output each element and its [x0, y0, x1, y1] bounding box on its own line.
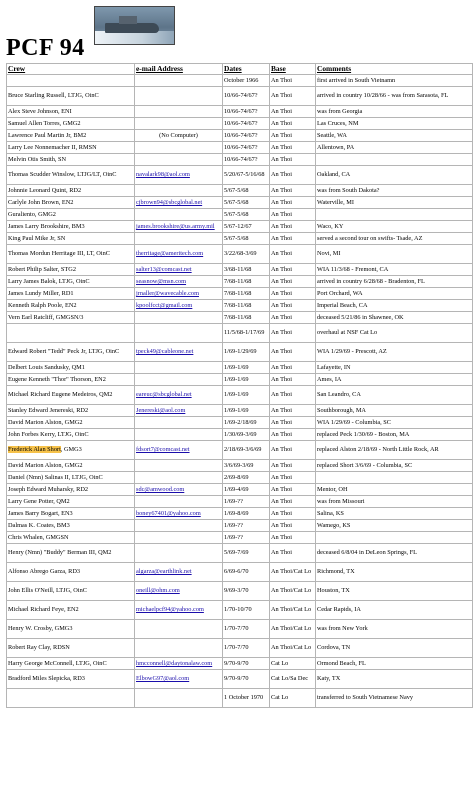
table-row: [7, 343, 473, 362]
email-cell[interactable]: oneill@ohm.com: [135, 582, 223, 601]
comments-cell: arrived in country 10/28/66 - was from Sarasota, FL: [316, 87, 473, 106]
email-cell[interactable]: michaelpcf94@yahoo.com: [135, 601, 223, 620]
table-row: [7, 658, 473, 670]
table-row: [7, 233, 473, 245]
dates-cell: 1/69-??: [223, 496, 270, 508]
base-cell: An Thoi: [270, 362, 316, 374]
crew-cell: John Ellis O'Neill, LTJG, OinC: [7, 582, 135, 601]
base-cell: An Thoi: [270, 532, 316, 544]
email-cell: [135, 496, 223, 508]
table-row: [7, 496, 473, 508]
base-cell: An Thoi: [270, 312, 316, 324]
table-header-row: [7, 64, 473, 75]
crew-cell: Joseph Edward Muharsky, RD2: [7, 484, 135, 496]
dates-cell: 1/69-??: [223, 520, 270, 532]
crew-cell: Carlyle John Brown, EN2: [7, 197, 135, 209]
comments-cell: Mentor, OH: [316, 484, 473, 496]
crew-cell: [7, 75, 135, 87]
base-cell: An Thoi: [270, 245, 316, 264]
base-cell: An Thoi/Cat Lo: [270, 563, 316, 582]
comments-cell: Cedar Rapids, IA: [316, 601, 473, 620]
crew-cell: Johnnie Leonard Quint, RD2: [7, 185, 135, 197]
base-cell: An Thoi: [270, 209, 316, 221]
dates-cell: 5/67-5/68: [223, 185, 270, 197]
base-cell: An Thoi: [270, 130, 316, 142]
email-cell: [135, 87, 223, 106]
comments-cell: Southborough, MA: [316, 405, 473, 417]
comments-cell: replaced Short 3/6/69 - Columbia, SC: [316, 460, 473, 472]
table-row: [7, 544, 473, 563]
base-cell: An Thoi: [270, 417, 316, 429]
base-cell: An Thoi: [270, 142, 316, 154]
table-row: [7, 87, 473, 106]
email-cell: (No Computer): [135, 130, 223, 142]
base-cell: An Thoi: [270, 154, 316, 166]
email-cell: [135, 142, 223, 154]
dates-cell: 9/70-9/70: [223, 658, 270, 670]
email-cell[interactable]: james.brookshire@us.army.mil: [135, 221, 223, 233]
base-cell: An Thoi: [270, 544, 316, 563]
comments-cell: [316, 209, 473, 221]
crew-cell: Alfonso Abrego Garza, RD3: [7, 563, 135, 582]
comments-cell: Lafayette, IN: [316, 362, 473, 374]
email-cell[interactable]: algarza@earthlink.net: [135, 563, 223, 582]
base-cell: An Thoi: [270, 520, 316, 532]
table-row: [7, 689, 473, 708]
email-cell: [135, 689, 223, 708]
base-cell: An Thoi: [270, 264, 316, 276]
table-row: [7, 601, 473, 620]
crew-cell: James Lundy Miller, RD1: [7, 288, 135, 300]
dates-cell: 10/66-74/67?: [223, 154, 270, 166]
crew-cell: Michael Richard Feye, EN2: [7, 601, 135, 620]
crew-cell: Dalmas K. Coates, BM3: [7, 520, 135, 532]
base-cell: An Thoi: [270, 276, 316, 288]
table-row: [7, 670, 473, 689]
table-row: [7, 484, 473, 496]
base-cell: An Thoi: [270, 185, 316, 197]
crew-cell: Chris Whalen, GMGSN: [7, 532, 135, 544]
dates-cell: 1/70-7/70: [223, 639, 270, 658]
table-row: [7, 472, 473, 484]
comments-cell: was from Missouri: [316, 496, 473, 508]
table-row: [7, 362, 473, 374]
table-row: [7, 264, 473, 276]
email-cell: [135, 429, 223, 441]
table-row: [7, 197, 473, 209]
table-row: [7, 429, 473, 441]
email-cell: [135, 620, 223, 639]
base-cell: An Thoi/Cat Lo: [270, 639, 316, 658]
email-cell: [135, 472, 223, 484]
dates-cell: 1/70-10/70: [223, 601, 270, 620]
email-cell: [135, 520, 223, 532]
dates-cell: 1/69-1/69: [223, 374, 270, 386]
email-cell[interactable]: Jenereski@aol.com: [135, 405, 223, 417]
comments-cell: Allentown, PA: [316, 142, 473, 154]
comments-cell: served a second tour on swifts- Tsade, AZ: [316, 233, 473, 245]
crew-cell: Robert Philip Salter, STG2: [7, 264, 135, 276]
page-title: PCF 94: [6, 35, 85, 61]
table-row: [7, 276, 473, 288]
dates-cell: 7/68-11/68: [223, 276, 270, 288]
email-cell: [135, 118, 223, 130]
dates-cell: 5/20/67-5/16/68: [223, 166, 270, 185]
email-cell: [135, 362, 223, 374]
crew-cell: Michael Richard Eugene Medeiros, QM2: [7, 386, 135, 405]
dates-cell: 1/70-7/70: [223, 620, 270, 639]
table-row: [7, 209, 473, 221]
table-row: [7, 532, 473, 544]
comments-cell: WIA 1/29/69 - Prescott, AZ: [316, 343, 473, 362]
table-row: [7, 417, 473, 429]
dates-cell: 11/5/68-1/17/69: [223, 324, 270, 343]
table-row: [7, 620, 473, 639]
crew-cell: Frederick Alan Short, GMG3: [7, 441, 135, 460]
crew-cell: Larry Gene Potter, QM2: [7, 496, 135, 508]
email-cell: [135, 209, 223, 221]
base-cell: An Thoi/Cat Lo: [270, 601, 316, 620]
dates-cell: 1/69-8/69: [223, 508, 270, 520]
base-cell: An Thoi: [270, 374, 316, 386]
dates-cell: October 1966: [223, 75, 270, 87]
crew-cell: David Marion Alston, GMG2: [7, 460, 135, 472]
table-row: [7, 508, 473, 520]
comments-cell: [316, 472, 473, 484]
crew-cell: John Forbes Kerry, LTJG, OinC: [7, 429, 135, 441]
base-cell: An Thoi: [270, 472, 316, 484]
crew-cell: Thomas Mordun Herritage III, LT, OinC: [7, 245, 135, 264]
crew-cell: Daniel (Nmn) Salinas II, LTJG, OinC: [7, 472, 135, 484]
base-cell: An Thoi: [270, 429, 316, 441]
comments-cell: Las Cruces, NM: [316, 118, 473, 130]
dates-cell: 1/69-2/18/69: [223, 417, 270, 429]
email-cell: [135, 460, 223, 472]
comments-cell: Imperial Beach, CA: [316, 300, 473, 312]
crew-cell: Larry James Balok, LTJG, OinC: [7, 276, 135, 288]
dates-cell: 6/69-6/70: [223, 563, 270, 582]
table-row: [7, 520, 473, 532]
base-cell: An Thoi: [270, 288, 316, 300]
email-cell: [135, 544, 223, 563]
email-cell: [135, 532, 223, 544]
comments-cell: Ormond Beach, FL: [316, 658, 473, 670]
crew-cell: James Barry Bogart, EN3: [7, 508, 135, 520]
comments-cell: [316, 154, 473, 166]
base-cell: An Thoi: [270, 75, 316, 87]
table-row: [7, 405, 473, 417]
base-cell: An Thoi: [270, 386, 316, 405]
crew-cell: Guraliento, GMG2: [7, 209, 135, 221]
email-cell: [135, 639, 223, 658]
table-row: [7, 221, 473, 233]
comments-cell: Oakland, CA: [316, 166, 473, 185]
crew-cell: Robert Ray Clay, RDSN: [7, 639, 135, 658]
crew-cell: [7, 689, 135, 708]
base-cell: An Thoi: [270, 324, 316, 343]
crew-cell: Bradford Miles Slepicka, RD3: [7, 670, 135, 689]
comments-cell: first arrived in South Vietnamn: [316, 75, 473, 87]
crew-cell: Eugene Kenneth "Thor" Thorson, EN2: [7, 374, 135, 386]
base-cell: An Thoi/Cat Lo: [270, 582, 316, 601]
dates-cell: 9/69-3/70: [223, 582, 270, 601]
table-row: [7, 324, 473, 343]
dates-cell: 7/68-11/68: [223, 300, 270, 312]
email-cell: [135, 374, 223, 386]
crew-cell: Vern Earl Ratcliff, GMGSN/3: [7, 312, 135, 324]
base-cell: An Thoi: [270, 87, 316, 106]
email-cell[interactable]: boney67401@yahoo.com: [135, 508, 223, 520]
crew-cell: [7, 324, 135, 343]
table-row: [7, 288, 473, 300]
comments-cell: Katy, TX: [316, 670, 473, 689]
comments-cell: Novi, MI: [316, 245, 473, 264]
comments-cell: transferred to South Vietnamese Navy: [316, 689, 473, 708]
col-header-crew[interactable]: Crew: [7, 64, 135, 75]
dates-cell: 5/67-5/68: [223, 197, 270, 209]
crew-cell: Henry (Nmn) "Buddy" Berman III, QM2: [7, 544, 135, 563]
email-cell: [135, 417, 223, 429]
table-row: [7, 563, 473, 582]
dates-cell: 1/30/69-3/69: [223, 429, 270, 441]
crew-cell: Delbert Louis Sandusky, QM1: [7, 362, 135, 374]
dates-cell: 10/66-74/67?: [223, 142, 270, 154]
comments-cell: Wamego, KS: [316, 520, 473, 532]
dates-cell: 1/69-1/69: [223, 386, 270, 405]
dates-cell: 1/69-1/69: [223, 362, 270, 374]
crew-cell: Kenneth Ralph Poole, EN2: [7, 300, 135, 312]
comments-cell: Cordova, TN: [316, 639, 473, 658]
email-cell[interactable]: sdc@amwood.com: [135, 484, 223, 496]
comments-cell: Port Orchard, WA: [316, 288, 473, 300]
email-cell[interactable]: navalark98@aol.com: [135, 166, 223, 185]
dates-cell: 3/22/68-3/69: [223, 245, 270, 264]
comments-cell: Seattle, WA: [316, 130, 473, 142]
col-header-comments[interactable]: Comments: [316, 64, 473, 75]
comments-cell: WIA 11/3/68 - Fremont, CA: [316, 264, 473, 276]
comments-cell: WIA 1/29/69 - Columbia, SC: [316, 417, 473, 429]
email-cell: [135, 75, 223, 87]
base-cell: An Thoi: [270, 441, 316, 460]
col-header-email[interactable]: e-mail Address: [135, 64, 223, 75]
base-cell: An Thoi: [270, 221, 316, 233]
crew-cell: Samuel Allen Torres, GMG2: [7, 118, 135, 130]
email-cell[interactable]: cjbrown94@sbcglobal.net: [135, 197, 223, 209]
crew-cell: Harry George McConnell, LTJG, OinC: [7, 658, 135, 670]
comments-cell: Waterville, MI: [316, 197, 473, 209]
comments-cell: Richmond, TX: [316, 563, 473, 582]
col-header-base[interactable]: Base: [270, 64, 316, 75]
base-cell: An Thoi: [270, 106, 316, 118]
comments-cell: arrived in country 6/28/68 - Bradenton, FL: [316, 276, 473, 288]
dates-cell: 2/18/69-3/6/69: [223, 441, 270, 460]
dates-cell: 1 October 1970: [223, 689, 270, 708]
dates-cell: 1/69-1/29/69: [223, 343, 270, 362]
comments-cell: Ames, IA: [316, 374, 473, 386]
crew-cell: King Paul Mike Jr, SN: [7, 233, 135, 245]
email-cell[interactable]: seasnow@msn.com: [135, 276, 223, 288]
col-header-dates[interactable]: Dates: [223, 64, 270, 75]
table-row: [7, 118, 473, 130]
comments-cell: overhaul at NSF Cat Lo: [316, 324, 473, 343]
crew-cell: Stanley Edward Jenereski, RD2: [7, 405, 135, 417]
crew-cell: David Marion Alston, GMG2: [7, 417, 135, 429]
dates-cell: 10/66-74/67?: [223, 118, 270, 130]
email-cell: [135, 233, 223, 245]
comments-cell: Salina, KS: [316, 508, 473, 520]
base-cell: An Thoi/Cat Lo: [270, 620, 316, 639]
base-cell: Cat Lo: [270, 689, 316, 708]
crew-cell: Henry W. Crosby, GMG3: [7, 620, 135, 639]
dates-cell: 3/6/69-3/69: [223, 460, 270, 472]
dates-cell: 1/69-??: [223, 532, 270, 544]
comments-cell: Waco, KY: [316, 221, 473, 233]
comments-cell: was from Georgia: [316, 106, 473, 118]
comments-cell: replaced Peck 1/30/69 - Boston, MA: [316, 429, 473, 441]
highlighted-name: Frederick Alan Short: [8, 446, 61, 454]
email-cell: [135, 106, 223, 118]
email-cell[interactable]: therritage@ameritech.com: [135, 245, 223, 264]
comments-cell: deceased 5/21/86 in Shawnee, OK: [316, 312, 473, 324]
dates-cell: 9/70-9/70: [223, 670, 270, 689]
base-cell: Cat Lo: [270, 658, 316, 670]
email-cell[interactable]: salter13@comcast.net: [135, 264, 223, 276]
dates-cell: 5/67-5/68: [223, 209, 270, 221]
table-row: [7, 185, 473, 197]
crew-cell: Bruce Starling Russell, LTJG, OinC: [7, 87, 135, 106]
email-cell[interactable]: jrnaller@wavecable.com: [135, 288, 223, 300]
email-cell[interactable]: tpeck49@cableone.net: [135, 343, 223, 362]
base-cell: An Thoi: [270, 405, 316, 417]
table-row: [7, 166, 473, 185]
crew-table-body: [7, 75, 473, 708]
page-header: [0, 0, 476, 61]
table-row: [7, 300, 473, 312]
table-row: [7, 154, 473, 166]
crew-cell: Melvin Otis Smith, SN: [7, 154, 135, 166]
dates-cell: 7/68-11/68: [223, 312, 270, 324]
email-cell[interactable]: kpoolfcct@gmail.com: [135, 300, 223, 312]
swift-boat-photo: [94, 6, 175, 45]
base-cell: An Thoi: [270, 166, 316, 185]
email-cell: [135, 324, 223, 343]
dates-cell: 5/69-7/69: [223, 544, 270, 563]
base-cell: An Thoi: [270, 233, 316, 245]
table-row: [7, 460, 473, 472]
email-cell[interactable]: ElbowG97@aol.com: [135, 670, 223, 689]
dates-cell: 1/69-4/69: [223, 484, 270, 496]
table-row: [7, 374, 473, 386]
table-row: [7, 386, 473, 405]
base-cell: An Thoi: [270, 118, 316, 130]
base-cell: An Thoi: [270, 460, 316, 472]
comments-cell: [316, 532, 473, 544]
email-cell: [135, 185, 223, 197]
base-cell: An Thoi: [270, 197, 316, 209]
table-row: [7, 106, 473, 118]
dates-cell: 10/66-74/67?: [223, 87, 270, 106]
table-row: [7, 441, 473, 460]
email-cell[interactable]: fdsort7@comcast.net: [135, 441, 223, 460]
dates-cell: 3/68-11/68: [223, 264, 270, 276]
email-cell[interactable]: hmcconnell@daytonalaw.com: [135, 658, 223, 670]
dates-cell: 10/66-74/67?: [223, 130, 270, 142]
comments-cell: Houston, TX: [316, 582, 473, 601]
crew-cell: James Larry Brookshire, BM3: [7, 221, 135, 233]
table-row: [7, 582, 473, 601]
base-cell: An Thoi: [270, 343, 316, 362]
table-row: [7, 75, 473, 87]
crew-cell: Alex Steve Johnson, ENI: [7, 106, 135, 118]
table-row: [7, 142, 473, 154]
crew-table: [6, 63, 473, 708]
crew-cell: Edward Robert "Tedd" Peck Jr, LTJG, OinC: [7, 343, 135, 362]
dates-cell: 10/66-74/67?: [223, 106, 270, 118]
dates-cell: 1/69-1/69: [223, 405, 270, 417]
comments-cell: was from South Dakota?: [316, 185, 473, 197]
comments-cell: replaced Alston 2/18/69 - North Little Rock, AR: [316, 441, 473, 460]
base-cell: An Thoi: [270, 508, 316, 520]
comments-cell: deceased 6/8/04 in DeLeon Springs, FL: [316, 544, 473, 563]
crew-cell: Lawrence Paul Martin Jr, BM2: [7, 130, 135, 142]
crew-cell: Thomas Scudder Winslow, LTJG/LT, OinC: [7, 166, 135, 185]
table-row: [7, 312, 473, 324]
email-cell[interactable]: eareuc@sbcglobal.net: [135, 386, 223, 405]
table-row: [7, 639, 473, 658]
comments-cell: San Leandro, CA: [316, 386, 473, 405]
dates-cell: 7/68-11/68: [223, 288, 270, 300]
base-cell: An Thoi: [270, 496, 316, 508]
email-cell: [135, 312, 223, 324]
dates-cell: 5/67-12/67: [223, 221, 270, 233]
table-row: [7, 245, 473, 264]
base-cell: Cat Lo/Sa Dec: [270, 670, 316, 689]
comments-cell: was from New York: [316, 620, 473, 639]
crew-cell: Larry Lee Nonnemacher II, RMSN: [7, 142, 135, 154]
email-cell: [135, 154, 223, 166]
dates-cell: 5/67-5/68: [223, 233, 270, 245]
table-row: [7, 130, 473, 142]
base-cell: An Thoi: [270, 484, 316, 496]
base-cell: An Thoi: [270, 300, 316, 312]
dates-cell: 2/69-8/69: [223, 472, 270, 484]
